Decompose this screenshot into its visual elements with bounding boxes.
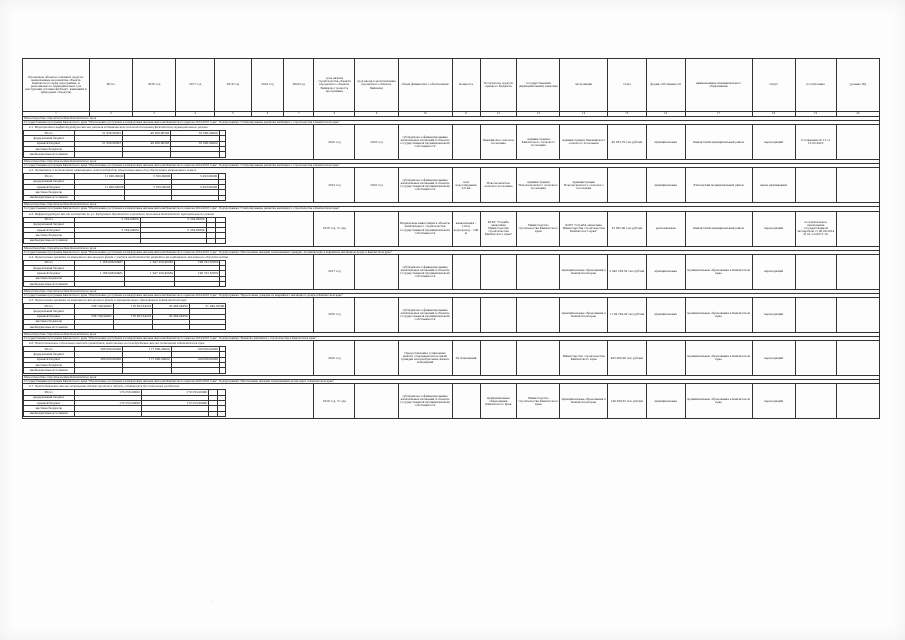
builder-cell: КГКУ "Служба заказчика Министерства строительства Камчатского края" [560, 211, 607, 246]
column-number: 11 [452, 112, 480, 117]
end-date-cell [355, 254, 398, 289]
financing-total: 170 255,00000 [74, 390, 141, 395]
section-title: Министерство строительства Камчатского края [23, 203, 880, 207]
start-date-cell: 2016 год [314, 125, 355, 160]
item-financing-cell [23, 297, 314, 332]
financing-2016 [124, 281, 174, 286]
financing-2016: 177 000,00000 [123, 347, 172, 352]
status-cell: переходящий [752, 211, 795, 246]
financing-2017: 5 450,00000 [172, 184, 219, 189]
financing-label: местные бюджеты [24, 406, 75, 411]
table-row [23, 297, 880, 332]
financing-total: 286 000,00000 [74, 347, 123, 352]
financing-2016: 170 255,00000 [141, 390, 208, 395]
financing-label: местные бюджеты [24, 363, 75, 368]
recipient-cell: муниципальные образования Камчатского края [480, 384, 517, 419]
column-header: поступление [795, 59, 836, 112]
ownership-form-cell: муниципальная [646, 168, 685, 203]
financing-2017 [175, 281, 220, 286]
column-number: 3 [133, 112, 176, 117]
column-header: государственный (муниципальный) заказчик [517, 59, 560, 112]
financing-2017: 35 000,00000 [171, 131, 219, 136]
financing-total: 5 334,00000 [74, 228, 140, 233]
financing-2016 [141, 411, 208, 416]
column-number: 5 [215, 112, 252, 117]
start-date-cell: 2017 год [314, 254, 355, 289]
column-header: уровень ПД [836, 59, 879, 112]
financing-breakdown [23, 389, 226, 416]
financing-label: местные бюджеты [24, 276, 75, 281]
column-header: статус [752, 59, 795, 112]
section-title: Министерство строительства Камчатского края [23, 160, 880, 164]
customer-cell [517, 297, 560, 332]
column-header: срок ввода в эксплуатацию (проектного объекта, Байкала) [355, 59, 398, 112]
item-description: 4.7. Предоставление жилых помещений детям-сиротам и детям, оставшимся без попечения родителей [29, 385, 180, 389]
status-cell: переходящий [752, 125, 795, 160]
financing-label: внебюджетные источники [24, 368, 75, 373]
financing-label: федеральный бюджет [24, 266, 75, 271]
column-number: 8 [314, 112, 355, 117]
item-financing-cell [23, 168, 314, 203]
item-financing-cell [23, 384, 314, 419]
financing-label: Итого [24, 390, 75, 395]
financing-total: 170 255,00000 [74, 400, 141, 405]
financing-2016: 5 550,00000 [125, 184, 172, 189]
financing-2016: 1 047 258,45082 [124, 271, 174, 276]
design-level-cell [836, 254, 879, 289]
municipality-cell: Камчатский муниципальный район [685, 211, 752, 246]
receipt-document-cell: Соглашение № 12 от 15.02.2016 [795, 125, 836, 160]
column-number: 14 [560, 112, 607, 117]
financing-2016: 178 823,54218 [113, 314, 152, 319]
start-date-cell: 2016 год [314, 341, 355, 376]
financing-label: Итого [24, 303, 75, 308]
recipient-cell: Новолесновское сельское поселение [480, 168, 517, 203]
financing-2016 [122, 152, 170, 157]
financing-row [24, 152, 226, 157]
financing-total [74, 152, 122, 157]
item-description: 4.2. Проведение и подключение инженерных сетей водоводов, канализационных для обеспечения инженерных земель [29, 169, 197, 173]
recipient-cell [480, 341, 517, 376]
financing-row [24, 368, 226, 373]
municipality-cell: муниципальные образования в Камчатском крае [685, 341, 752, 376]
table-header-row [23, 59, 880, 112]
financing-total: 286 000,00000 [74, 357, 123, 362]
column-number: 20 [836, 112, 879, 117]
financing-2016: 49 958,98363 [122, 141, 170, 146]
financing-label: краевой бюджет [24, 271, 75, 276]
financing-label: внебюджетные источники [24, 152, 75, 157]
funding-form-cell: субсидии на софинансирование капитальных вложений в объекты государственной (муниципальной) собственности [398, 168, 452, 203]
financing-label: федеральный бюджет [24, 179, 75, 184]
financing-breakdown [23, 130, 226, 157]
column-header: Итого [89, 59, 132, 112]
builder-cell: Администрация Новолесновского сельского поселения [560, 168, 607, 203]
table-row [23, 341, 880, 376]
estimated-cost-cell: 23 362,00 тыс.рублей [607, 211, 646, 246]
column-number: 4 [176, 112, 215, 117]
customer-cell: Администрация Новолесновского сельского поселения [517, 168, 560, 203]
end-date-cell [355, 341, 398, 376]
section-title: Министерство строительства Камчатского края [23, 289, 880, 293]
financing-2016 [125, 195, 172, 200]
receipt-document-cell [795, 341, 836, 376]
customer-cell: Министерство строительства Камчатского края [517, 384, 560, 419]
program-title: Государственная программа Камчатского края "Обеспечение доступным и комфортным жильем жителей Камчатского края на 2014-2018 годы". Подпрограмма "Стимулирование развития жилищного строительства в Камчатском крае" [23, 207, 880, 211]
recipient-cell [480, 297, 517, 332]
financing-total [74, 325, 113, 330]
builder-cell: Администрация Пенжинского сельского поселения [560, 125, 607, 160]
customer-cell: Администрация Камчатского сельского поселения [517, 125, 560, 160]
capacity-cell [452, 254, 480, 289]
end-date-cell [355, 297, 398, 332]
financing-label: местные бюджеты [24, 147, 75, 152]
financing-2016: 5 334,00000 [140, 217, 206, 222]
estimated-cost-cell [607, 168, 646, 203]
financing-2017 [209, 411, 218, 416]
builder-cell: муниципальные образования в Камчатском крае [560, 384, 607, 419]
end-date-cell: 2016 год [355, 168, 398, 203]
financing-label: Итого [24, 217, 75, 222]
item-financing-cell [23, 211, 314, 246]
design-level-cell [836, 297, 879, 332]
table-row [23, 125, 880, 160]
financing-2016: 170 255,00000 [141, 400, 208, 405]
estimated-cost-cell: 140 298,55 тыс.рублей [607, 384, 646, 419]
financing-2017 [206, 238, 216, 243]
municipality-cell: муниципальные образования в Камчатском крае [685, 384, 752, 419]
financing-2016: 5 334,00000 [140, 228, 206, 233]
financing-2016: 5 550,00000 [125, 174, 172, 179]
financing-total: 1 166 098,00481 [74, 260, 124, 265]
funding-form-cell: Предоставление социальных выплат отдельным категориям граждан на приобретение жилых помещений [398, 341, 452, 376]
column-number: 6 [251, 112, 283, 117]
estimated-cost-cell: 2 045 189,50 тыс.рублей [607, 254, 646, 289]
item-description: 4.5. Переселение граждан из аварийного жилищного фонда в муниципальных образованиях в Камчатском крае [29, 298, 187, 302]
financing-label: внебюджетные источники [24, 411, 75, 416]
financing-breakdown [23, 303, 226, 330]
ownership-form-cell: муниципальная [646, 254, 685, 289]
financing-row [24, 325, 226, 330]
financing-total: 11 000,00000 [74, 174, 125, 179]
status-cell: вновь начинаемый [752, 168, 795, 203]
recipient-cell [480, 254, 517, 289]
builder-cell: муниципальные образования в Камчатском крае [560, 254, 607, 289]
column-header: Получатель средств краевого бюджета [480, 59, 517, 112]
financing-2018 [189, 325, 226, 330]
financing-label: краевой бюджет [24, 228, 75, 233]
column-header: 2016 год [133, 59, 176, 112]
financing-total: 208 740,94201 [74, 303, 113, 308]
municipality-cell: Елизовский муниципальный район [685, 168, 752, 203]
program-title: Государственная программа Камчатского края "Обеспечение доступным и комфортным жильем жителей Камчатского края на 2014-2018 годы". Подпрограмма "Обеспечение жилыми помещениями граждан, проживающих в аварийном жилищном фонде в Камчатском крае" [23, 250, 880, 254]
status-cell: переходящий [752, 297, 795, 332]
financing-label: внебюджетные источники [24, 195, 75, 200]
estimated-cost-cell: 495 000,00 тыс.рублей [607, 341, 646, 376]
financing-2017: 30 466,04050 [153, 303, 189, 308]
item-description: 4.4. Переселение граждан из аварийного жилищного фонда с учетом необходимости развития малоэтажного жилищного строительства [29, 255, 229, 259]
program-title: Государственная программа Камчатского края "Обеспечение доступным и комфортным жильем жителей Камчатского края на 2014-2018 годы". Подпрограмма "Стимулирование развития жилищного строительства в Камчатском крае" [23, 164, 880, 168]
financing-label: внебюджетные источники [24, 238, 75, 243]
financing-breakdown [23, 346, 226, 373]
receipt-document-cell: положительное заключение государственной экспертизы от 06.09.2014 № 41-1-5-0071-14 [795, 211, 836, 246]
column-number: 12 [480, 112, 517, 117]
program-title: Государственная программа Камчатского края "Обеспечение доступным и комфортным жильем жителей Камчатского края на 2014-2018 годы". Подпрограмма "Переселение граждан из аварийного жилищного фонда в Камчатском крае" [23, 293, 880, 297]
financing-label: краевой бюджет [24, 184, 75, 189]
end-date-cell [355, 384, 398, 419]
column-header: 2020 год [284, 59, 314, 112]
financing-2018: 51 049,54590 [189, 303, 226, 308]
estimated-cost-cell: 45 253,70 тыс.рублей [607, 125, 646, 160]
ownership-form-cell: муниципальная [646, 125, 685, 160]
column-number: 2 [89, 112, 132, 117]
financing-2018 [219, 195, 226, 200]
program-title: Государственная программа Камчатского края "Обеспечение доступным и комфортным жильем жителей Камчатского края на 2014-2018 годы". Подпрограмма "Стимулирование развития жилищного строительства в Камчатском крае" [23, 121, 880, 125]
financing-total [74, 238, 140, 243]
item-financing-cell [23, 125, 314, 160]
financing-label: внебюджетные источники [24, 281, 75, 286]
column-header: отчет [607, 59, 646, 112]
funding-form-cell: субсидии на софинансирование капитальных вложений в объекты государственной (муниципальной) собственности [398, 384, 452, 419]
financing-2017: 109 000,00000 [171, 357, 220, 362]
financing-2018 [216, 238, 226, 243]
financing-total [74, 195, 125, 200]
investment-objects-table [22, 58, 880, 419]
column-number: 15 [607, 112, 646, 117]
financing-2017 [153, 325, 189, 330]
design-level-cell [836, 211, 879, 246]
financing-total [74, 411, 141, 416]
financing-2016: 177 000,00000 [123, 357, 172, 362]
column-header: объем финансового обеспечения [398, 59, 452, 112]
section-title: Министерство строительства Камчатского края [23, 246, 880, 250]
financing-label: краевой бюджет [24, 357, 75, 362]
start-date-cell: 2016 год, 3 года [314, 384, 355, 419]
start-date-cell: 2015 год [314, 168, 355, 203]
design-level-cell [836, 125, 879, 160]
financing-2017: 198 747,67802 [175, 271, 220, 276]
section-title: Министерство строительства Камчатского края [23, 332, 880, 336]
financing-label: Итого [24, 174, 75, 179]
financing-total [74, 281, 124, 286]
item-financing-cell [23, 254, 314, 289]
section-title: Министерство строительства Камчатского края [23, 376, 880, 380]
item-description: 4.6. Предоставление социальных выплат гражданам, выделяемых на приобретение жилых помещений в Камчатском крае [29, 342, 205, 346]
customer-cell: Министерство строительства Камчатского края [517, 211, 560, 246]
column-header: 2018 год [215, 59, 252, 112]
financing-2017 [172, 195, 219, 200]
program-title: Государственная программа Камчатского края "Обеспечение доступным и комфортным жильем жителей Камчатского края на 2016-2018 годы". Подпрограмма "Обеспечение жилыми помещениями детей-сирот в Камчатском крае" [23, 380, 880, 384]
receipt-document-cell [795, 384, 836, 419]
scan-artifact: , [212, 598, 213, 602]
program-title: Государственная программа Камчатского края "Обеспечение доступным и комфортным жильем жителей Камчатского края на 2014-2018 годы". Подпрограмма "Развитие жилищного строительства в Камчатском крае" [23, 337, 880, 341]
financing-2018 [219, 152, 226, 157]
financing-2016 [123, 368, 172, 373]
recipient-cell: КГКУ "Служба заказчика Министерства строительства Камчатского края" [480, 211, 517, 246]
column-header: 2019 год [251, 59, 283, 112]
financing-label: федеральный бюджет [24, 352, 75, 357]
column-number: 16 [646, 112, 685, 117]
table-row [23, 168, 880, 203]
design-level-cell [836, 341, 879, 376]
column-number: 10 [398, 112, 452, 117]
financing-2016: 178 823,54218 [113, 303, 152, 308]
table-row [23, 211, 880, 246]
builder-cell: муниципальные образования в Камчатском крае [560, 297, 607, 332]
table-row [23, 254, 880, 289]
financing-label: внебюджетные источники [24, 325, 75, 330]
financing-total: 51 958,98363 [74, 141, 122, 146]
column-number: 18 [752, 112, 795, 117]
municipality-cell: муниципальные образования в Камчатском крае [685, 254, 752, 289]
financing-2017 [171, 368, 220, 373]
financing-2016 [113, 325, 152, 330]
builder-cell: Министерство строительства Камчатского края [560, 341, 607, 376]
financing-label: Итого [24, 347, 75, 352]
section-title: Министерство строительства Камчатского края [23, 117, 880, 121]
financing-total: 11 000,00000 [74, 184, 125, 189]
financing-2017: 109 000,00000 [171, 347, 220, 352]
financing-2017: 35 000,00000 [171, 141, 219, 146]
receipt-document-cell [795, 168, 836, 203]
financing-row [24, 195, 226, 200]
financing-label: местные бюджеты [24, 319, 75, 324]
financing-total: 1 166 098,00481 [74, 271, 124, 276]
financing-total: 51 958,98363 [74, 131, 122, 136]
ownership-form-cell: муниципальная [646, 297, 685, 332]
financing-label: краевой бюджет [24, 141, 75, 146]
end-date-cell: 2018 год [355, 125, 398, 160]
estimated-cost-cell: 1 104 744,20 тыс.рублей [607, 297, 646, 332]
financing-2017: 198 747,67802 [175, 260, 220, 265]
municipality-cell: Камчатский муниципальный район [685, 125, 752, 160]
customer-cell [517, 254, 560, 289]
financing-label: федеральный бюджет [24, 309, 75, 314]
table-row [23, 384, 880, 419]
status-cell: переходящий [752, 341, 795, 376]
column-number: 13 [517, 112, 560, 117]
financing-2017: 5 450,00000 [172, 174, 219, 179]
capacity-cell [452, 297, 480, 332]
column-number: 9 [355, 112, 398, 117]
column-number: 7 [284, 112, 314, 117]
column-header: срок начала строительства объекта (проектного объекта, Байкала) / (новость программы) [314, 59, 355, 112]
ownership-form-cell: региональная [646, 211, 685, 246]
status-cell: переходящий [752, 384, 795, 419]
start-date-cell: 2016 год [314, 297, 355, 332]
financing-row [24, 238, 226, 243]
funding-form-cell: Бюджетные инвестиции в объекты капитального строительства государственной (муниципальной) собственности [398, 211, 452, 246]
financing-total: 5 334,00000 [74, 217, 140, 222]
column-header: наименование муниципального образования [685, 59, 752, 112]
column-header: Проектные объекты основных средств, назначенные на развитие объекта Камчатского края (программы, и регионального (муниципального) и инструкции (учтенной/объект, кампаний и природных объектов) [23, 59, 90, 112]
funding-form-cell: субсидии на софинансирование капитальных вложений в объекты государственной (муниципальной) собственности [398, 297, 452, 332]
financing-2018 [217, 411, 226, 416]
column-number: 17 [685, 112, 752, 117]
item-financing-cell [23, 341, 314, 376]
financing-label: федеральный бюджет [24, 222, 75, 227]
financing-2016 [140, 238, 206, 243]
item-description: 4.1. Мероприятия инфраструктуры жилых районов в Пенжинском сельском поселении Камчатского муниципального района [29, 126, 208, 130]
financing-breakdown [23, 260, 226, 287]
financing-2017: 30 466,04050 [153, 314, 189, 319]
start-date-cell: 2016 год, 3 года [314, 211, 355, 246]
financing-2016: 1 047 258,45082 [124, 260, 174, 265]
financing-label: местные бюджеты [24, 233, 75, 238]
financing-label: краевой бюджет [24, 400, 75, 405]
financing-total [74, 368, 123, 373]
column-header: мощность [452, 59, 480, 112]
receipt-document-cell [795, 254, 836, 289]
end-date-cell [355, 211, 398, 246]
capacity-cell [452, 125, 480, 160]
financing-label: Итого [24, 260, 75, 265]
financing-breakdown [23, 217, 226, 244]
column-header: форма собственности [646, 59, 685, 112]
column-header: застройщик [560, 59, 607, 112]
financing-label: федеральный бюджет [24, 136, 75, 141]
funding-form-cell: субсидии на софинансирование капитальных вложений в объекты государственной (муниципальной) собственности [398, 125, 452, 160]
investment-objects-table-container [22, 58, 880, 593]
ownership-form-cell: муниципальная [646, 384, 685, 419]
capacity-cell: 50 помещений [452, 341, 480, 376]
column-number: 19 [795, 112, 836, 117]
design-level-cell [836, 168, 879, 203]
financing-label: местные бюджеты [24, 190, 75, 195]
funding-form-cell: субсидии на софинансирование капитальных вложений в объекты государственной (муниципальной) собственности [398, 254, 452, 289]
design-level-cell [836, 384, 879, 419]
financing-total: 208 740,94201 [74, 314, 113, 319]
financing-label: краевой бюджет [24, 314, 75, 319]
financing-row [24, 281, 226, 286]
column-header: 2017 год [176, 59, 215, 112]
financing-label: Итого [24, 131, 75, 136]
receipt-document-cell [795, 297, 836, 332]
customer-cell [517, 341, 560, 376]
recipient-cell: Пенжинское сельское поселение [480, 125, 517, 160]
capacity-cell: канализация – 119 м, водопровод – 190 м [452, 211, 480, 246]
column-number: 1 [23, 112, 90, 117]
financing-2018 [220, 281, 226, 286]
financing-2017 [171, 152, 219, 157]
municipality-cell: муниципальные образования в Камчатском крае [685, 297, 752, 332]
financing-2016: 49 958,98363 [122, 131, 170, 136]
financing-row [24, 411, 226, 416]
capacity-cell [452, 384, 480, 419]
financing-label: федеральный бюджет [24, 395, 75, 400]
financing-2018 [220, 368, 226, 373]
item-description: 4.3. Инфраструктура жилой застройки по ул. Кутузовой Пушкинской городского поселения Камчатского муниципального района [29, 212, 215, 216]
ownership-form-cell [646, 341, 685, 376]
status-cell: переходящий [752, 254, 795, 289]
capacity-cell: сети водоотведения 2,8 км [452, 168, 480, 203]
financing-breakdown [23, 173, 226, 200]
